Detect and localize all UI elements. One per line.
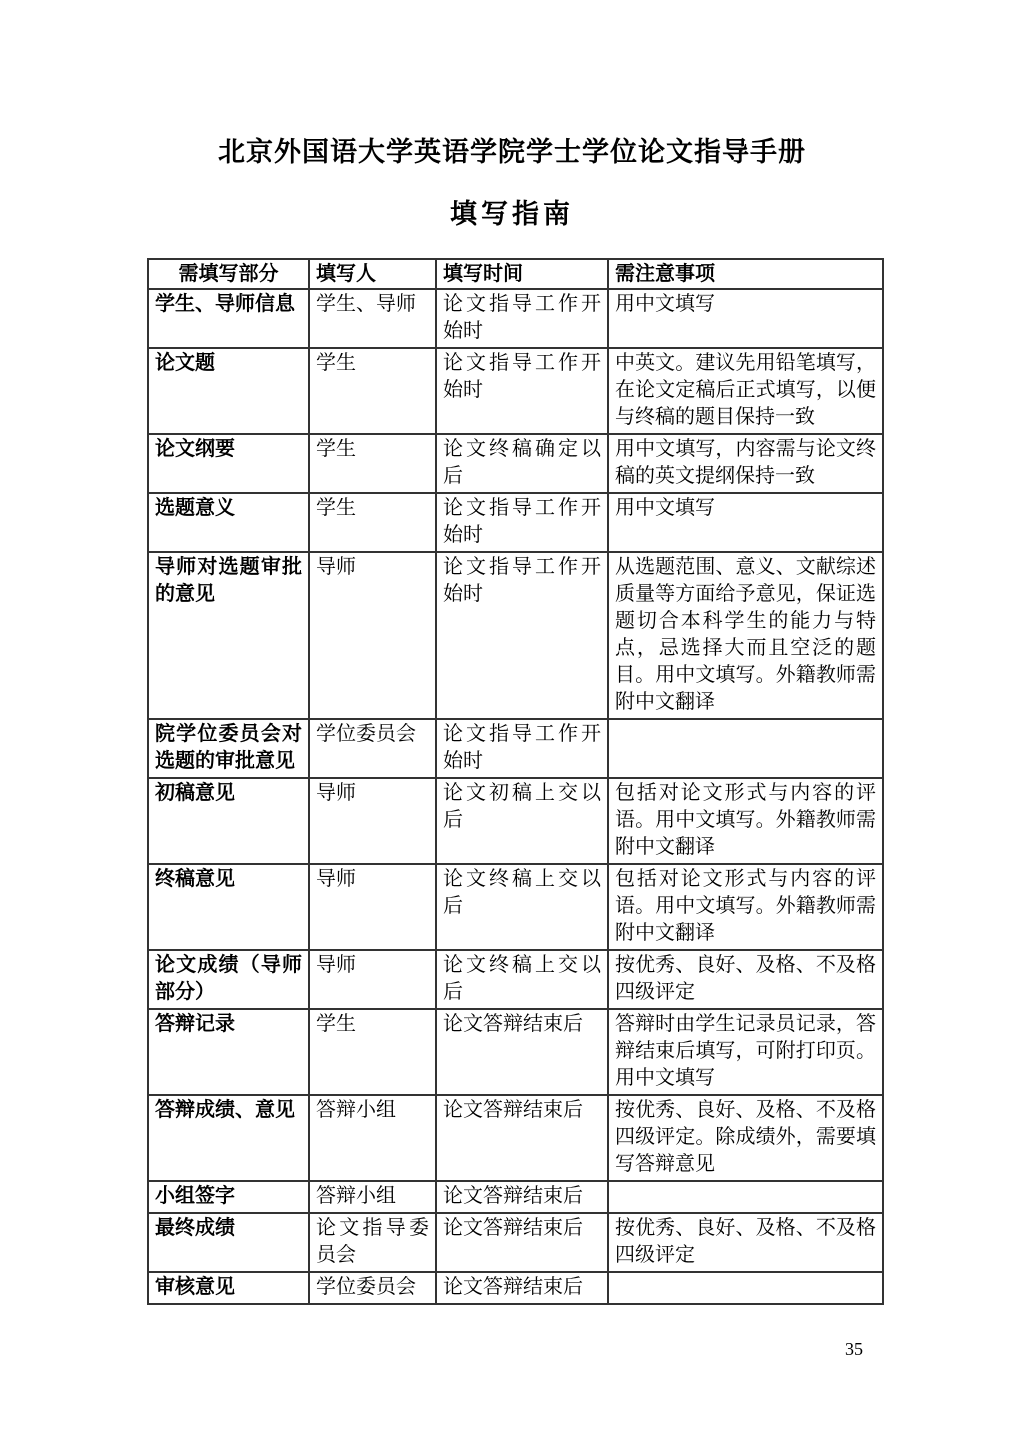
page-title: 北京外国语大学英语学院学士学位论文指导手册 [218, 137, 806, 167]
cell-notes [608, 1181, 883, 1213]
table-row [148, 348, 883, 434]
cell-filler: 学生 [309, 348, 436, 434]
cell-time: 论文指导工作开始时 [436, 719, 608, 778]
cell-filler: 学生 [309, 1009, 436, 1095]
page-subtitle: 填写指南 [450, 199, 574, 229]
cell-notes: 包括对论文形式与内容的评语。用中文填写。外籍教师需附中文翻译 [608, 778, 883, 864]
cell-time: 论文指导工作开始时 [436, 493, 608, 552]
table-row [148, 950, 883, 1009]
cell-time: 论文指导工作开始时 [436, 552, 608, 719]
cell-time: 论文答辩结束后 [436, 1095, 608, 1181]
table-body [148, 289, 883, 1304]
cell-notes: 答辩时由学生记录员记录，答辩结束后填写，可附打印页。用中文填写 [608, 1009, 883, 1095]
cell-section: 终稿意见 [148, 864, 309, 950]
cell-notes: 用中文填写，内容需与论文终稿的英文提纲保持一致 [608, 434, 883, 493]
cell-time: 论文答辩结束后 [436, 1009, 608, 1095]
table-row [148, 1009, 883, 1095]
cell-filler: 学生、导师 [309, 289, 436, 348]
cell-filler: 答辩小组 [309, 1181, 436, 1213]
cell-filler: 导师 [309, 778, 436, 864]
cell-section: 学生、导师信息 [148, 289, 309, 348]
cell-section: 论文纲要 [148, 434, 309, 493]
cell-time: 论文答辩结束后 [436, 1272, 608, 1304]
cell-time: 论文指导工作开始时 [436, 289, 608, 348]
table-row [148, 434, 883, 493]
cell-time: 论文终稿上交以后 [436, 864, 608, 950]
cell-filler: 论文指导委员会 [309, 1213, 436, 1272]
cell-section: 院学位委员会对选题的审批意见 [148, 719, 309, 778]
table-row [148, 1272, 883, 1304]
cell-section: 论文题 [148, 348, 309, 434]
cell-filler: 学位委员会 [309, 719, 436, 778]
cell-filler: 学生 [309, 493, 436, 552]
cell-notes: 按优秀、良好、及格、不及格四级评定 [608, 1213, 883, 1272]
cell-section: 审核意见 [148, 1272, 309, 1304]
cell-section: 答辩成绩、意见 [148, 1095, 309, 1181]
cell-time: 论文指导工作开始时 [436, 348, 608, 434]
cell-filler: 导师 [309, 864, 436, 950]
col-header-section: 需填写部分 [148, 259, 309, 289]
cell-time: 论文终稿上交以后 [436, 950, 608, 1009]
cell-notes [608, 1272, 883, 1304]
cell-section: 小组签字 [148, 1181, 309, 1213]
cell-notes: 按优秀、良好、及格、不及格四级评定 [608, 950, 883, 1009]
fill-guide-table [147, 258, 884, 1305]
cell-section: 初稿意见 [148, 778, 309, 864]
cell-time: 论文终稿确定以后 [436, 434, 608, 493]
table-row [148, 778, 883, 864]
cell-filler: 学位委员会 [309, 1272, 436, 1304]
col-header-filler: 填写人 [309, 259, 436, 289]
cell-filler: 学生 [309, 434, 436, 493]
table-row [148, 1181, 883, 1213]
table-row [148, 493, 883, 552]
table-row [148, 1213, 883, 1272]
cell-filler: 导师 [309, 950, 436, 1009]
table-row [148, 719, 883, 778]
table-row [148, 289, 883, 348]
table-row [148, 1095, 883, 1181]
cell-notes: 从选题范围、意义、文献综述质量等方面给予意见，保证选题切合本科学生的能力与特点，忌选择大而且空泛的题目。用中文填写。外籍教师需附中文翻译 [608, 552, 883, 719]
cell-filler: 答辩小组 [309, 1095, 436, 1181]
cell-time: 论文初稿上交以后 [436, 778, 608, 864]
cell-notes: 用中文填写 [608, 289, 883, 348]
col-header-notes: 需注意事项 [608, 259, 883, 289]
cell-section: 导师对选题审批的意见 [148, 552, 309, 719]
cell-filler: 导师 [309, 552, 436, 719]
table-header-row [148, 259, 883, 289]
cell-section: 答辩记录 [148, 1009, 309, 1095]
cell-time: 论文答辩结束后 [436, 1181, 608, 1213]
cell-section: 论文成绩（导师部分） [148, 950, 309, 1009]
cell-notes: 用中文填写 [608, 493, 883, 552]
cell-time: 论文答辩结束后 [436, 1213, 608, 1272]
cell-notes: 按优秀、良好、及格、不及格四级评定。除成绩外，需要填写答辩意见 [608, 1095, 883, 1181]
cell-notes: 中英文。建议先用铅笔填写，在论文定稿后正式填写，以便与终稿的题目保持一致 [608, 348, 883, 434]
cell-notes: 包括对论文形式与内容的评语。用中文填写。外籍教师需附中文翻译 [608, 864, 883, 950]
cell-notes [608, 719, 883, 778]
table-row [148, 864, 883, 950]
cell-section: 最终成绩 [148, 1213, 309, 1272]
col-header-time: 填写时间 [436, 259, 608, 289]
cell-section: 选题意义 [148, 493, 309, 552]
page-number: 35 [845, 1339, 863, 1359]
table-row [148, 552, 883, 719]
